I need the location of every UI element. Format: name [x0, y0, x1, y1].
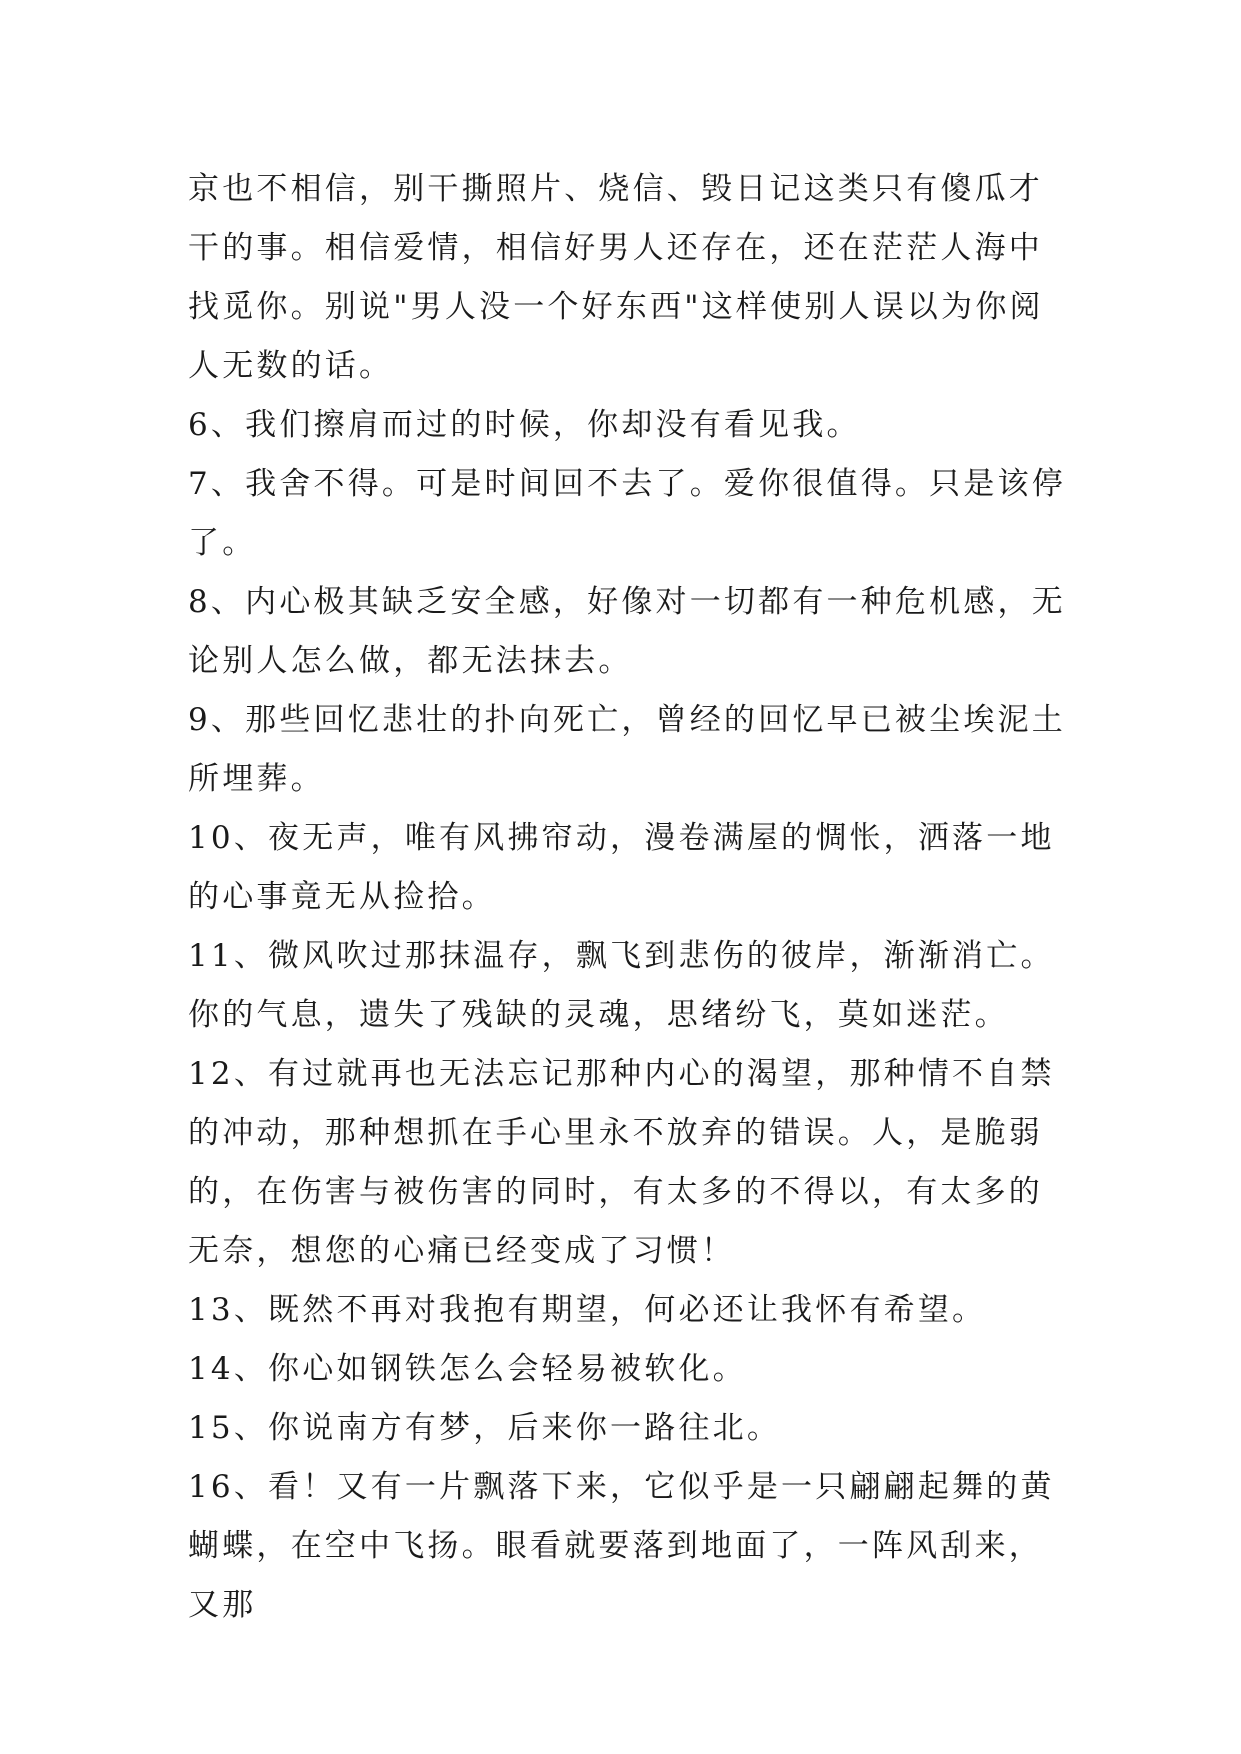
paragraph-item-8: 8、内心极其缺乏安全感，好像对一切都有一种危机感，无论别人怎么做，都无法抹去。: [188, 584, 1066, 679]
paragraph-continuation: 京也不相信，别干撕照片、烧信、毁日记这类只有傻瓜才干的事。相信爱情，相信好男人还存在，还在茫茫人海中找觅你。别说"男人没一个好东西"这样使别人误以为你阅人无数的话。: [188, 171, 1044, 384]
paragraph-item-9: 9、那些回忆悲壮的扑向死亡，曾经的回忆早已被尘埃泥土所埋葬。: [188, 702, 1066, 797]
paragraph-item-7: 7、我舍不得。可是时间回不去了。爱你很值得。只是该停了。: [188, 466, 1066, 561]
paragraph-item-16: 16、看！又有一片飘落下来，它似乎是一只翩翩起舞的黄蝴蝶，在空中飞扬。眼看就要落到地面了，一阵风刮来，又那: [188, 1469, 1055, 1623]
paragraph-item-12: 12、有过就再也无法忘记那种内心的渴望，那种情不自禁的冲动，那种想抓在手心里永不放弃的错误。人，是脆弱的，在伤害与被伤害的同时，有太多的不得以，有太多的无奈，想您的心痛已经变成了习惯！: [188, 1056, 1055, 1269]
paragraph-item-6: 6、我们擦肩而过的时候，你却没有看见我。: [188, 407, 861, 443]
paragraph-item-11: 11、微风吹过那抹温存，飘飞到悲伤的彼岸，渐渐消亡。你的气息，遗失了残缺的灵魂，思绪纷飞，莫如迷茫。: [188, 938, 1055, 1033]
paragraph-item-14: 14、你心如钢铁怎么会轻易被软化。: [188, 1351, 747, 1387]
paragraph-item-10: 10、夜无声，唯有风拂帘动，漫卷满屋的惆怅，洒落一地的心事竟无从捡拾。: [188, 820, 1055, 915]
paragraph-item-13: 13、既然不再对我抱有期望，何必还让我怀有希望。: [188, 1292, 987, 1328]
paragraph-item-15: 15、你说南方有梦，后来你一路往北。: [188, 1410, 782, 1446]
document-body: [188, 160, 1068, 1635]
